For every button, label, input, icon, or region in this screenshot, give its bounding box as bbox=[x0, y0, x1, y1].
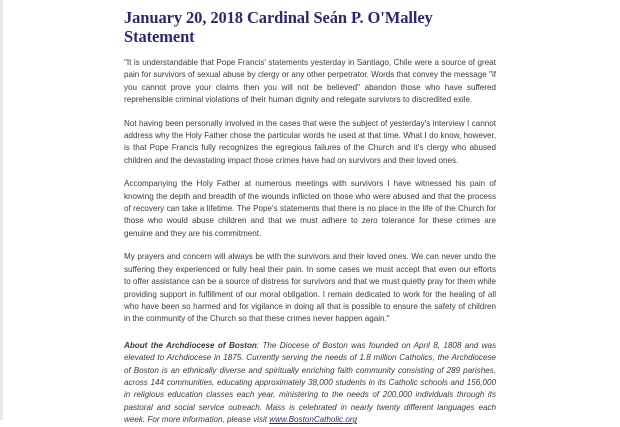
statement-paragraph: My prayers and concern will always be with the survivors and their loved ones. We can never undo the suffering they experienced or fully heal their pain. In some cases we must accept that even our efforts to offer assistance can be a source of distress for survivors and that we must quietly pray for them while providing support in fulfillment of our moral obligation. I remain dedicated to work for the healing of all who have been so harmed and for vigilance in doing all that is possible to ensure the safety of children in the community of the Church so that these crimes never happen again." bbox=[124, 252, 496, 324]
page-title-line-1: January 20, 2018 Cardinal Seán P. O'Malley bbox=[124, 8, 433, 27]
left-margin bbox=[0, 0, 118, 420]
about-heading: About the Archdiocese of Boston bbox=[124, 340, 257, 350]
left-edge-divider bbox=[0, 0, 3, 420]
page-title bbox=[124, 8, 496, 46]
statement-body bbox=[124, 57, 496, 326]
about-section bbox=[124, 340, 496, 427]
boston-catholic-link[interactable]: www.BostonCatholic.org bbox=[269, 415, 358, 425]
document-content bbox=[124, 0, 496, 425]
right-margin bbox=[502, 0, 620, 420]
statement-paragraph: Accompanying the Holy Father at numerous meetings with survivors I have witnessed his pain of knowing the depth and breadth of the wounds inflicted on those who were abused and that the process of recovery can take a lifetime. The Pope's statements that there is no place in the life of the Church for those who would abuse children and that we must adhere to zero tolerance for these crimes are genuine and they are his commitment. bbox=[124, 179, 496, 238]
page-title-line-2: Statement bbox=[124, 27, 195, 46]
statement-paragraph: Not having been personally involved in the cases that were the subject of yesterday's interview I cannot address why the Holy Father chose the particular words he used at that time. What I do know, however, is that Pope Francis fully recognizes the egregious failures of the Church and it's clergy who abused children and the devastating impact those crimes have had on survivors and their loved ones. bbox=[124, 118, 496, 165]
statement-paragraph: "It is understandable that Pope Francis' statements yesterday in Santiago, Chile were a source of great pain for survivors of sexual abuse by clergy or any other perpetrator. Words that convey the message "if you cannot prove your claims then you will not be believed" abandon those who have suffered reprehensible criminal violations of their human dignity and relegate survivors to discredited exile. bbox=[124, 58, 496, 105]
about-text: : The Diocese of Boston was founded on April 8, 1808 and was elevated to Archdiocese in 1875. Currently serving the needs of 1.8 million Catholics, the Archdiocese of Boston is an ethnically diverse and spiritually enriching faith community consisting of 289 parishes, across 144 communities, educating approximately 38,000 students in its Catholic schools and 156,000 in religious education classes each year, ministering to the needs of 200,000 individuals through its pastoral and social service outreach. Mass is celebrated in nearly twenty different languages each week. For more information, please visit bbox=[124, 340, 496, 425]
